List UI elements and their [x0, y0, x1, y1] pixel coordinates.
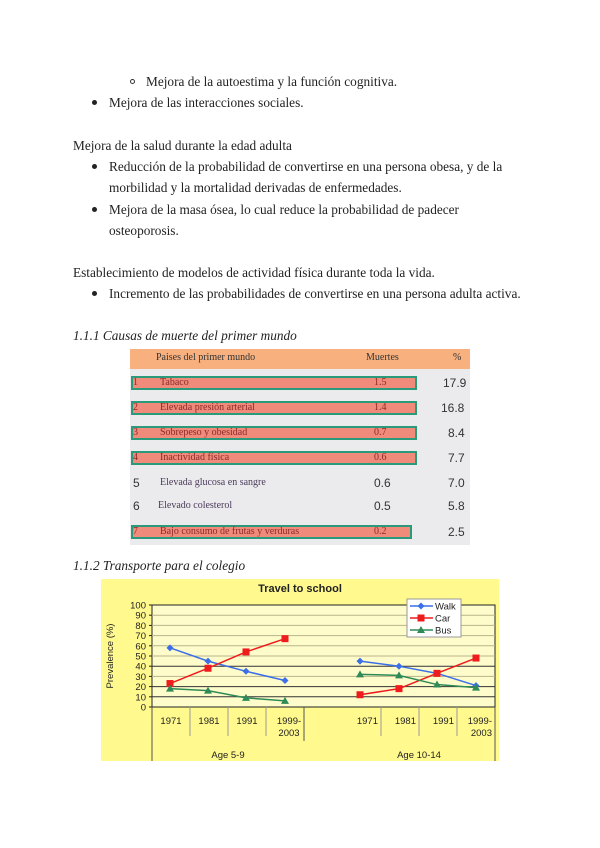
row-rank: 2	[133, 402, 138, 413]
svg-text:1981: 1981	[198, 716, 220, 727]
svg-text:Bus: Bus	[435, 625, 452, 637]
svg-text:90: 90	[135, 610, 146, 622]
row-cause: Elevada presión arterial	[160, 402, 255, 413]
svg-text:20: 20	[135, 682, 146, 694]
svg-text:1991: 1991	[236, 716, 258, 727]
svg-text:100: 100	[130, 600, 146, 612]
svg-text:Walk: Walk	[435, 601, 456, 613]
chart-title: Travel to school	[258, 583, 342, 595]
sub-bullet-self-esteem: Mejora de la autoestima y la función cognitiva.	[146, 74, 398, 89]
table-row	[130, 373, 470, 393]
sub-bullet-marker	[130, 79, 135, 84]
header-country: Paises del primer mundo	[156, 352, 256, 363]
svg-text:2003: 2003	[278, 728, 300, 739]
bullet-bone-line2: osteoporosis.	[109, 223, 179, 238]
row-cause: Sobrepeso y obesidad	[160, 427, 248, 438]
table-row	[130, 423, 470, 443]
heading-causes-of-death: 1.1.1 Causas de muerte del primer mundo	[73, 328, 297, 343]
svg-text:70: 70	[135, 631, 146, 643]
row-percent: 7.7	[448, 451, 465, 465]
bullet-social-interactions: Mejora de las interacciones sociales.	[109, 95, 304, 110]
row-rank: 5	[133, 476, 140, 490]
heading-school-transport: 1.1.2 Transporte para el colegio	[73, 558, 246, 573]
svg-text:1991: 1991	[432, 716, 454, 727]
bullet-obesity-line2: morbilidad y la mortalidad derivadas de enfermedades.	[109, 180, 402, 195]
bullet-active-adult: Incremento de las probabilidades de convertirse en una persona adulta activa.	[109, 286, 521, 301]
row-percent: 16.8	[441, 401, 465, 415]
bullet-bone-line1: Mejora de la masa ósea, lo cual reduce la probabilidad de padecer	[109, 202, 459, 217]
svg-text:60: 60	[135, 641, 146, 653]
row-cause: Elevada glucosa en sangre	[160, 477, 266, 488]
svg-text:Car: Car	[435, 613, 451, 625]
svg-text:1999-: 1999-	[276, 716, 302, 727]
row-rank: 4	[133, 452, 138, 463]
row-deaths: 0.7	[374, 427, 387, 438]
svg-text:1981: 1981	[394, 716, 416, 727]
row-deaths: 0.5	[374, 499, 391, 513]
row-percent: 8.4	[448, 426, 465, 440]
row-percent: 17.9	[443, 376, 467, 390]
row-cause: Elevado colesterol	[158, 500, 233, 511]
svg-text:40: 40	[135, 661, 146, 673]
svg-text:0: 0	[140, 702, 146, 714]
table-row	[130, 522, 470, 542]
chart-plot	[101, 579, 499, 761]
svg-text:1971: 1971	[356, 716, 378, 727]
bullet-marker	[92, 100, 97, 105]
bullet-marker	[92, 207, 97, 212]
row-rank: 1	[133, 377, 138, 388]
row-percent: 7.0	[448, 476, 465, 490]
svg-text:Age 10-14: Age 10-14	[397, 750, 441, 761]
row-percent: 2.5	[448, 525, 465, 539]
row-cause: Inactividad física	[160, 452, 230, 463]
table-row	[130, 398, 470, 418]
row-percent: 5.8	[448, 499, 465, 513]
row-rank: 6	[133, 499, 140, 513]
row-deaths: 1.4	[374, 402, 387, 413]
row-deaths: 1.5	[374, 377, 387, 388]
row-cause: Bajo consumo de frutas y verduras	[160, 526, 300, 537]
row-cause: Tabaco	[160, 377, 189, 388]
svg-text:50: 50	[135, 651, 146, 663]
row-deaths: 0.6	[374, 452, 387, 463]
table-row	[130, 496, 470, 516]
bullet-marker	[92, 291, 97, 296]
section-adult-health: Mejora de la salud durante la edad adulta	[73, 138, 292, 153]
table-header	[130, 349, 470, 369]
bullet-obesity-line1: Reducción de la probabilidad de convertirse en una persona obesa, y de la	[109, 159, 503, 174]
section-lifelong-models: Establecimiento de modelos de actividad física durante toda la vida.	[73, 265, 435, 280]
header-deaths: Muertes	[366, 352, 399, 363]
svg-text:10: 10	[135, 692, 146, 704]
travel-to-school-chart	[101, 579, 499, 761]
svg-text:80: 80	[135, 620, 146, 632]
svg-text:Prevalence (%): Prevalence (%)	[105, 623, 116, 689]
svg-text:1971: 1971	[160, 716, 182, 727]
table-row	[130, 448, 470, 468]
row-rank: 3	[133, 427, 138, 438]
row-deaths: 0.6	[374, 476, 391, 490]
bullet-marker	[92, 164, 97, 169]
svg-text:Age 5-9: Age 5-9	[211, 750, 245, 761]
svg-text:30: 30	[135, 671, 146, 683]
row-rank: 7	[133, 526, 138, 537]
svg-text:2003: 2003	[470, 728, 492, 739]
table-row	[130, 473, 470, 493]
header-percent: %	[453, 352, 462, 363]
causes-of-death-table	[130, 349, 470, 545]
svg-text:1999-: 1999-	[467, 716, 492, 727]
row-deaths: 0.2	[374, 526, 387, 537]
